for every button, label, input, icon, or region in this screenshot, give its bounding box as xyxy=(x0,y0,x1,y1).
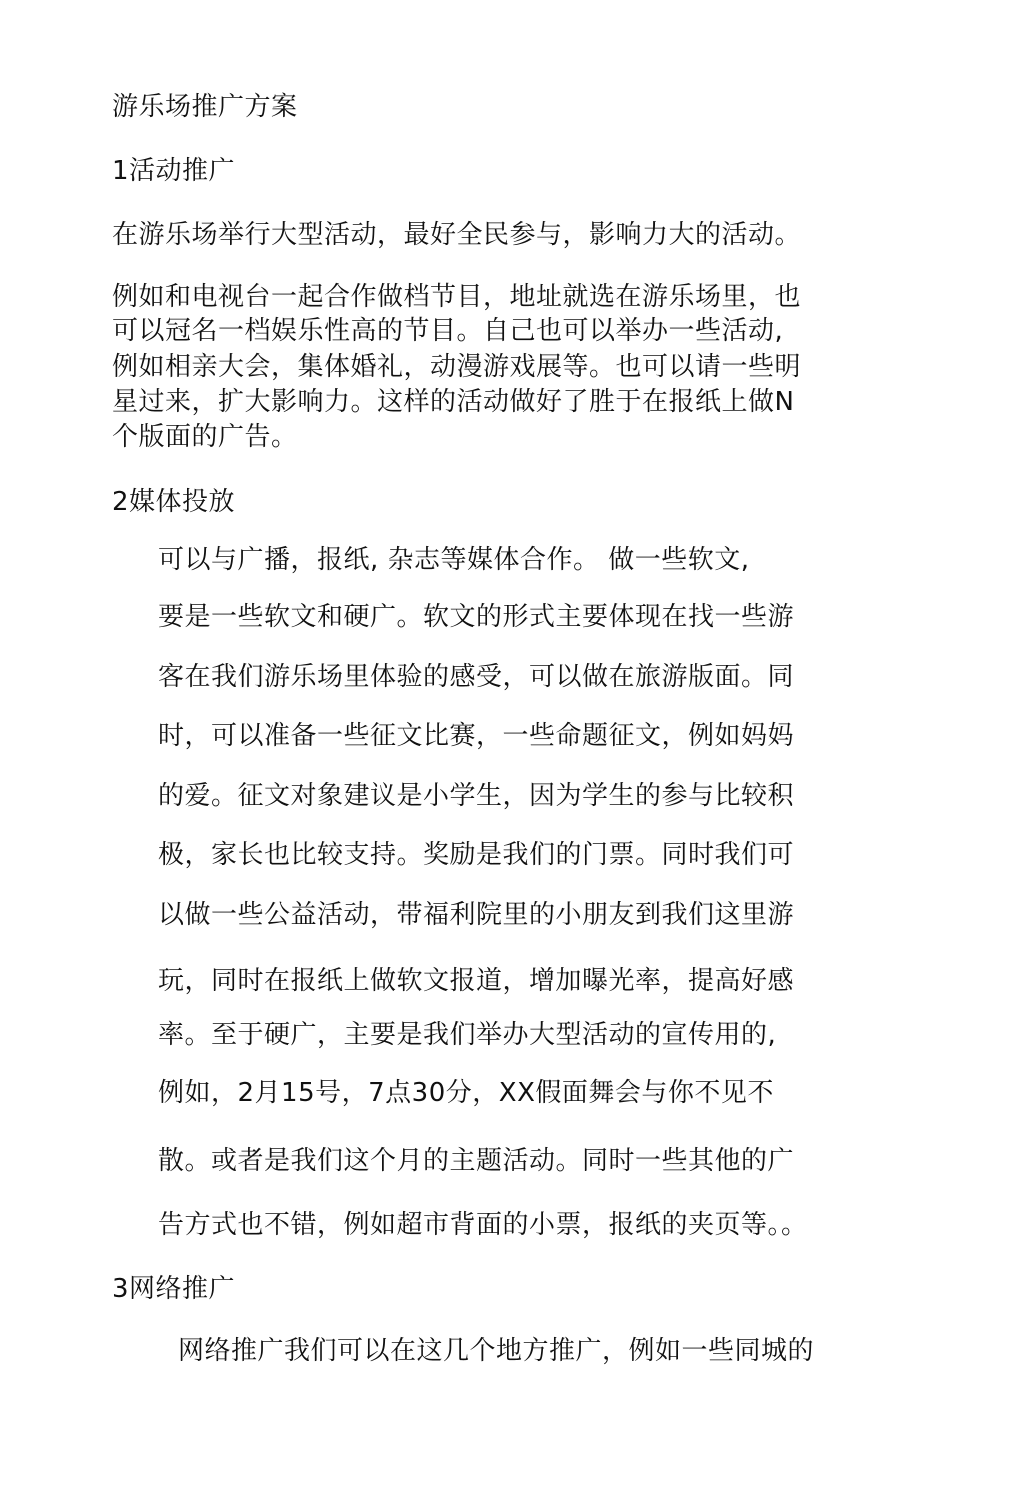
section-heading-3: 3网络推广 xyxy=(112,1274,236,1304)
section2-line3: 客在我们游乐场里体验的感受，可以做在旅游版面。同 xyxy=(158,662,795,692)
document-title: 游乐场推广方案 xyxy=(112,92,298,122)
section2-line4: 时，可以准备一些征文比赛，一些命题征文，例如妈妈 xyxy=(158,721,795,751)
section1-para2-line3: 例如相亲大会，集体婚礼，动漫游戏展等。也可以请一些明 xyxy=(112,352,802,382)
section2-line1: 可以与广播，报纸, 杂志等媒体合作。 做一些软文, xyxy=(158,545,750,575)
section3-line1: 网络推广我们可以在这几个地方推广，例如一些同城的 xyxy=(178,1336,815,1366)
section2-line12: 告方式也不错，例如超市背面的小票，报纸的夹页等。。 xyxy=(158,1210,808,1240)
section2-line9: 率。至于硬广，主要是我们举办大型活动的宣传用的, xyxy=(158,1020,777,1050)
section-heading-2: 2媒体投放 xyxy=(112,487,236,517)
section2-line6: 极，家长也比较支持。奖励是我们的门票。同时我们可 xyxy=(158,840,795,870)
section2-line5: 的爱。征文对象建议是小学生，因为学生的参与比较积 xyxy=(158,781,795,811)
section2-line8: 玩，同时在报纸上做软文报道，增加曝光率，提高好感 xyxy=(158,966,795,996)
section-heading-1: 1活动推广 xyxy=(112,156,236,186)
section1-para1-line1: 在游乐场举行大型活动，最好全民参与，影响力大的活动。 xyxy=(112,220,802,250)
section2-line11: 散。或者是我们这个月的主题活动。同时一些其他的广 xyxy=(158,1146,795,1176)
section1-para2-line1: 例如和电视台一起合作做档节目，地址就选在游乐场里，也 xyxy=(112,282,802,312)
section2-line2: 要是一些软文和硬广。软文的形式主要体现在找一些游 xyxy=(158,602,795,632)
section1-para2-line4: 星过来，扩大影响力。这样的活动做好了胜于在报纸上做N xyxy=(112,387,795,417)
section1-para2-line2: 可以冠名一档娱乐性高的节目。自己也可以举办一些活动, xyxy=(112,316,784,346)
section2-line7: 以做一些公益活动，带福利院里的小朋友到我们这里游 xyxy=(158,900,795,930)
section1-para2-line5: 个版面的广告。 xyxy=(112,422,298,452)
section2-line10: 例如，2月15号，7点30分，XX假面舞会与你不见不 xyxy=(158,1078,774,1108)
